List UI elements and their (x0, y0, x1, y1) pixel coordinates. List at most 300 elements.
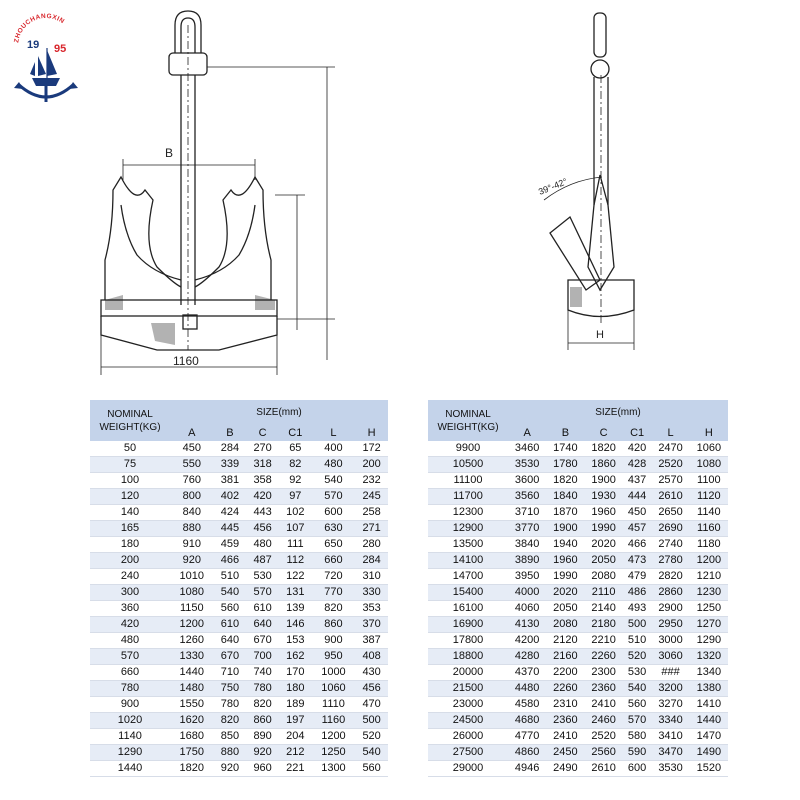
weight-cell: 100 (90, 473, 170, 489)
size-cell: 420 (623, 441, 652, 457)
size-cell: 540 (312, 473, 356, 489)
table-row (428, 489, 728, 505)
size-cell: 2900 (651, 601, 689, 617)
size-cell: 2210 (585, 633, 623, 649)
size-cell: 1290 (690, 633, 728, 649)
table-row (90, 713, 388, 729)
size-cell: 271 (355, 521, 388, 537)
size-cell: 600 (623, 761, 652, 777)
size-cell: 2050 (585, 553, 623, 569)
dimension-label-h: H (596, 329, 604, 341)
weight-cell: 16100 (428, 601, 508, 617)
size-cell: 180 (279, 681, 312, 697)
size-cell: 232 (355, 473, 388, 489)
weight-cell: 29000 (428, 761, 508, 777)
size-cell: 1740 (546, 441, 584, 457)
size-cell: 2410 (546, 729, 584, 745)
size-cell: 2570 (651, 473, 689, 489)
size-cell: 3890 (508, 553, 546, 569)
size-cell: 2020 (546, 585, 584, 601)
size-cell: 1060 (690, 441, 728, 457)
size-cell: 4480 (508, 681, 546, 697)
size-cell: 450 (623, 505, 652, 521)
size-cell: 920 (214, 761, 247, 777)
weight-cell: 11700 (428, 489, 508, 505)
size-cell: 1060 (312, 681, 356, 697)
size-cell: 720 (312, 569, 356, 585)
table-row (428, 601, 728, 617)
size-cell: 2020 (585, 537, 623, 553)
size-cell: 2260 (585, 649, 623, 665)
size-cell: 3410 (651, 729, 689, 745)
size-cell: 1470 (690, 729, 728, 745)
size-cell: 2950 (651, 617, 689, 633)
table-row (90, 681, 388, 697)
weight-cell: 120 (90, 489, 170, 505)
weight-cell: 570 (90, 649, 170, 665)
size-cell: 139 (279, 601, 312, 617)
table-row (428, 457, 728, 473)
size-cell: 480 (312, 457, 356, 473)
weight-cell: 27500 (428, 745, 508, 761)
anchor-size-table-left (90, 400, 388, 777)
weight-cell: 200 (90, 553, 170, 569)
size-cell: 780 (214, 697, 247, 713)
size-cell: 1010 (170, 569, 214, 585)
size-cell: 1380 (690, 681, 728, 697)
table-row (428, 441, 728, 457)
size-cell: 500 (355, 713, 388, 729)
weight-header (90, 400, 170, 441)
size-cell: 258 (355, 505, 388, 521)
size-cell: ### (651, 665, 689, 681)
logo-arc-text: ZHOUCHANGXIN (13, 12, 66, 44)
table-row (90, 745, 388, 761)
size-cell: 1480 (170, 681, 214, 697)
size-cell: 82 (279, 457, 312, 473)
size-cell: 2360 (546, 713, 584, 729)
size-cell: 670 (246, 633, 279, 649)
size-cell: 3470 (651, 745, 689, 761)
size-cell: 1990 (585, 521, 623, 537)
size-cell: 740 (246, 665, 279, 681)
table-row (90, 569, 388, 585)
size-cell: 880 (170, 521, 214, 537)
size-cell: 1940 (546, 537, 584, 553)
size-cell: 2050 (546, 601, 584, 617)
size-cell: 131 (279, 585, 312, 601)
table-row (428, 665, 728, 681)
size-cell: 318 (246, 457, 279, 473)
table-row (90, 521, 388, 537)
weight-cell: 300 (90, 585, 170, 601)
size-cell: 630 (312, 521, 356, 537)
size-cell: 4770 (508, 729, 546, 745)
size-cell: 2360 (585, 681, 623, 697)
weight-header (428, 400, 508, 441)
size-cell: 428 (623, 457, 652, 473)
size-cell: 770 (312, 585, 356, 601)
size-cell: 4580 (508, 697, 546, 713)
size-cell: 1990 (546, 569, 584, 585)
weight-cell: 12900 (428, 521, 508, 537)
size-cell: 3530 (651, 761, 689, 777)
size-cell: 221 (279, 761, 312, 777)
weight-cell: 26000 (428, 729, 508, 745)
size-cell: 1250 (690, 601, 728, 617)
table-row (428, 697, 728, 713)
weight-cell: 165 (90, 521, 170, 537)
table-row (90, 697, 388, 713)
size-cell: 670 (214, 649, 247, 665)
size-cell: 1680 (170, 729, 214, 745)
size-cell: 820 (246, 697, 279, 713)
column-header: C1 (623, 424, 652, 441)
size-cell: 1270 (690, 617, 728, 633)
table-row (428, 649, 728, 665)
table-row (90, 505, 388, 521)
size-cell: 710 (214, 665, 247, 681)
size-cell: 520 (623, 649, 652, 665)
size-cell: 1210 (690, 569, 728, 585)
size-cell: 2200 (546, 665, 584, 681)
weight-header-line1: NOMINAL (445, 408, 491, 420)
table-body (90, 441, 388, 777)
size-cell: 4680 (508, 713, 546, 729)
column-header: A (170, 424, 214, 441)
size-cell: 1260 (170, 633, 214, 649)
size-cell: 920 (246, 745, 279, 761)
size-cell: 1520 (690, 761, 728, 777)
weight-cell: 780 (90, 681, 170, 697)
size-cell: 400 (312, 441, 356, 457)
size-cell: 486 (623, 585, 652, 601)
size-cell: 560 (623, 697, 652, 713)
size-cell: 1550 (170, 697, 214, 713)
size-cell: 1110 (312, 697, 356, 713)
table-row (90, 601, 388, 617)
size-cell: 2080 (546, 617, 584, 633)
weight-cell: 18800 (428, 649, 508, 665)
size-cell: 3530 (508, 457, 546, 473)
size-cell: 520 (355, 729, 388, 745)
size-cell: 2560 (585, 745, 623, 761)
size-cell: 1200 (312, 729, 356, 745)
weight-cell: 20000 (428, 665, 508, 681)
table-row (90, 617, 388, 633)
size-cell: 890 (246, 729, 279, 745)
column-header: H (355, 424, 388, 441)
table-row (428, 473, 728, 489)
size-cell: 2310 (546, 697, 584, 713)
size-cell: 540 (214, 585, 247, 601)
size-cell: 880 (214, 745, 247, 761)
size-cell: 2610 (585, 761, 623, 777)
size-cell: 1960 (546, 553, 584, 569)
weight-cell: 11100 (428, 473, 508, 489)
size-cell: 1840 (546, 489, 584, 505)
weight-cell: 900 (90, 697, 170, 713)
column-header: C (246, 424, 279, 441)
size-cell: 443 (246, 505, 279, 521)
size-cell: 1150 (170, 601, 214, 617)
size-cell: 111 (279, 537, 312, 553)
size-cell: 950 (312, 649, 356, 665)
column-header: A (508, 424, 546, 441)
weight-header-line2: WEIGHT(KG) (437, 421, 499, 433)
weight-header-line1: NOMINAL (107, 408, 153, 420)
weight-cell: 23000 (428, 697, 508, 713)
table-row (428, 505, 728, 521)
weight-cell: 16900 (428, 617, 508, 633)
size-cell: 1250 (312, 745, 356, 761)
table-row (428, 537, 728, 553)
weight-cell: 21500 (428, 681, 508, 697)
table-row (428, 617, 728, 633)
size-cell: 640 (214, 633, 247, 649)
size-cell: 4860 (508, 745, 546, 761)
size-cell: 640 (246, 617, 279, 633)
size-cell: 153 (279, 633, 312, 649)
size-cell: 560 (214, 601, 247, 617)
size-cell: 1870 (546, 505, 584, 521)
size-cell: 3950 (508, 569, 546, 585)
size-cell: 2740 (651, 537, 689, 553)
size-cell: 2120 (546, 633, 584, 649)
size-cell: 466 (214, 553, 247, 569)
size-cell: 840 (170, 505, 214, 521)
size-cell: 3840 (508, 537, 546, 553)
size-cell: 200 (355, 457, 388, 473)
size-cell: 284 (355, 553, 388, 569)
size-cell: 466 (623, 537, 652, 553)
table-row (428, 569, 728, 585)
weight-cell: 9900 (428, 441, 508, 457)
weight-cell: 75 (90, 457, 170, 473)
size-cell: 479 (623, 569, 652, 585)
size-cell: 459 (214, 537, 247, 553)
size-cell: 900 (312, 633, 356, 649)
size-cell: 445 (214, 521, 247, 537)
size-cell: 456 (246, 521, 279, 537)
size-cell: 590 (623, 745, 652, 761)
size-cell: 610 (246, 601, 279, 617)
weight-cell: 1440 (90, 761, 170, 777)
size-cell: 408 (355, 649, 388, 665)
weight-cell: 12300 (428, 505, 508, 521)
size-cell: 1340 (690, 665, 728, 681)
size-cell: 204 (279, 729, 312, 745)
size-cell: 560 (355, 761, 388, 777)
weight-cell: 180 (90, 537, 170, 553)
fluke-angle-label: 39°-42° (537, 176, 569, 197)
size-cell: 1000 (312, 665, 356, 681)
size-cell: 1160 (690, 521, 728, 537)
size-cell: 2520 (585, 729, 623, 745)
table-row (428, 633, 728, 649)
size-cell: 1200 (170, 617, 214, 633)
weight-cell: 660 (90, 665, 170, 681)
table-row (90, 585, 388, 601)
size-cell: 107 (279, 521, 312, 537)
size-cell: 353 (355, 601, 388, 617)
anchor-side-drawing (530, 5, 670, 355)
size-cell: 387 (355, 633, 388, 649)
size-cell: 1900 (546, 521, 584, 537)
size-cell: 1620 (170, 713, 214, 729)
size-cell: 500 (623, 617, 652, 633)
size-cell: 660 (312, 553, 356, 569)
size-cell: 1320 (690, 649, 728, 665)
size-cell: 530 (623, 665, 652, 681)
size-cell: 510 (214, 569, 247, 585)
size-cell: 473 (623, 553, 652, 569)
size-cell: 750 (214, 681, 247, 697)
size-cell: 550 (170, 457, 214, 473)
size-cell: 3060 (651, 649, 689, 665)
size-cell: 2650 (651, 505, 689, 521)
size-cell: 820 (214, 713, 247, 729)
size-cell: 2690 (651, 521, 689, 537)
table-row (90, 761, 388, 777)
size-cell: 920 (170, 553, 214, 569)
size-cell: 4000 (508, 585, 546, 601)
table-row (90, 457, 388, 473)
column-header: L (651, 424, 689, 441)
size-cell: 1440 (170, 665, 214, 681)
size-cell: 1140 (690, 505, 728, 521)
weight-cell: 14700 (428, 569, 508, 585)
size-cell: 1080 (170, 585, 214, 601)
size-cell: 3460 (508, 441, 546, 457)
size-cell: 3200 (651, 681, 689, 697)
size-cell: 146 (279, 617, 312, 633)
size-cell: 424 (214, 505, 247, 521)
size-cell: 4370 (508, 665, 546, 681)
size-cell: 1180 (690, 537, 728, 553)
table-body (428, 441, 728, 777)
size-cell: 1200 (690, 553, 728, 569)
size-cell: 330 (355, 585, 388, 601)
size-cell: 493 (623, 601, 652, 617)
size-cell: 4280 (508, 649, 546, 665)
size-cell: 1490 (690, 745, 728, 761)
table-row (428, 521, 728, 537)
weight-cell: 140 (90, 505, 170, 521)
size-cell: 1930 (585, 489, 623, 505)
size-cell: 1410 (690, 697, 728, 713)
size-cell: 600 (312, 505, 356, 521)
size-cell: 270 (246, 441, 279, 457)
size-cell: 3600 (508, 473, 546, 489)
logo-year-left: 19 (27, 39, 40, 51)
size-cell: 189 (279, 697, 312, 713)
size-cell: 2470 (651, 441, 689, 457)
size-cell: 381 (214, 473, 247, 489)
size-cell: 1780 (546, 457, 584, 473)
size-cell: 339 (214, 457, 247, 473)
weight-cell: 240 (90, 569, 170, 585)
size-cell: 2860 (651, 585, 689, 601)
column-header: C1 (279, 424, 312, 441)
table-row (90, 665, 388, 681)
table-row (90, 473, 388, 489)
size-cell: 3000 (651, 633, 689, 649)
size-cell: 1120 (690, 489, 728, 505)
size-cell: 820 (312, 601, 356, 617)
table-row (428, 761, 728, 777)
size-cell: 170 (279, 665, 312, 681)
size-cell: 487 (246, 553, 279, 569)
weight-cell: 13500 (428, 537, 508, 553)
anchor-size-table-right (428, 400, 728, 777)
weight-header-line2: WEIGHT(KG) (99, 421, 161, 433)
column-header: B (214, 424, 247, 441)
size-cell: 2820 (651, 569, 689, 585)
size-cell: 97 (279, 489, 312, 505)
table-row (90, 441, 388, 457)
table-row (428, 553, 728, 569)
size-cell: 3560 (508, 489, 546, 505)
size-cell: 3270 (651, 697, 689, 713)
size-cell: 280 (355, 537, 388, 553)
size-cell: 2410 (585, 697, 623, 713)
company-logo (10, 6, 82, 106)
size-cell: 2160 (546, 649, 584, 665)
size-cell: 800 (170, 489, 214, 505)
size-cell: 4946 (508, 761, 546, 777)
size-cell: 2080 (585, 569, 623, 585)
size-cell: 470 (355, 697, 388, 713)
size-cell: 402 (214, 489, 247, 505)
size-cell: 1750 (170, 745, 214, 761)
size-cell: 760 (170, 473, 214, 489)
size-cell: 860 (246, 713, 279, 729)
size-cell: 3710 (508, 505, 546, 521)
table-row (428, 585, 728, 601)
size-cell: 650 (312, 537, 356, 553)
size-cell: 457 (623, 521, 652, 537)
size-cell: 1330 (170, 649, 214, 665)
size-cell: 540 (355, 745, 388, 761)
size-cell: 1440 (690, 713, 728, 729)
size-cell: 2300 (585, 665, 623, 681)
column-header: H (690, 424, 728, 441)
column-header: B (546, 424, 584, 441)
size-cell: 420 (246, 489, 279, 505)
table-row (90, 729, 388, 745)
dimension-label-b: B (165, 146, 174, 160)
table-row (90, 649, 388, 665)
column-header: L (312, 424, 356, 441)
size-cell: 430 (355, 665, 388, 681)
size-cell: 212 (279, 745, 312, 761)
size-cell: 65 (279, 441, 312, 457)
size-cell: 197 (279, 713, 312, 729)
size-cell: 780 (246, 681, 279, 697)
size-cell: 570 (312, 489, 356, 505)
size-cell: 1160 (312, 713, 356, 729)
size-cell: 310 (355, 569, 388, 585)
size-header: SIZE(mm) (170, 400, 388, 424)
size-cell: 102 (279, 505, 312, 521)
size-cell: 540 (623, 681, 652, 697)
table-row (428, 713, 728, 729)
size-cell: 1100 (690, 473, 728, 489)
table-row (90, 553, 388, 569)
weight-cell: 360 (90, 601, 170, 617)
column-header: C (585, 424, 623, 441)
